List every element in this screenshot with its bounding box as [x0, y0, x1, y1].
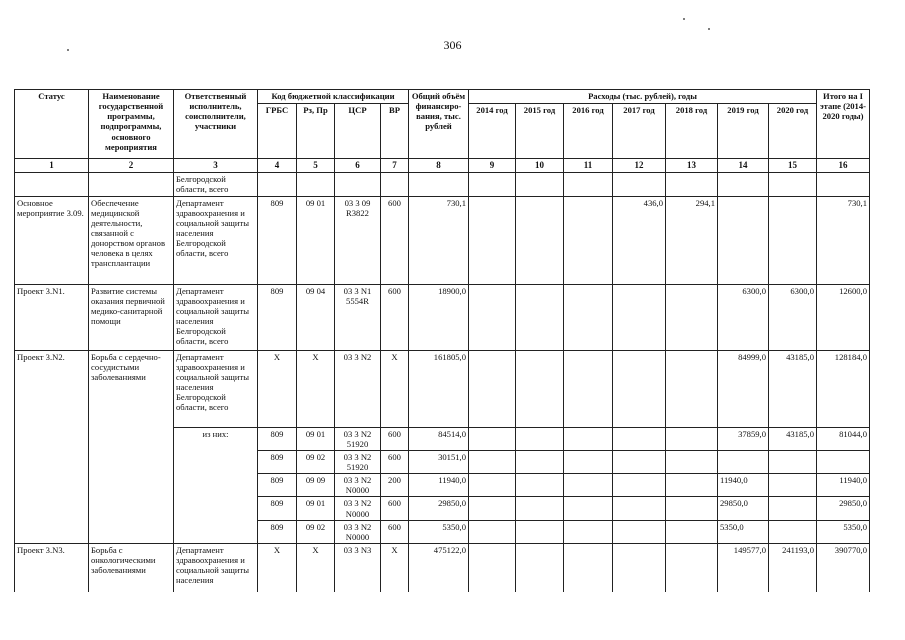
grbs-cell: 809: [258, 427, 297, 450]
column-number: 6: [335, 159, 381, 173]
vr-cell: X: [381, 544, 409, 592]
col-header-year: 2016 год: [564, 104, 613, 159]
final-cell: 5350,0: [817, 520, 870, 543]
responsible-cell: из них:: [174, 427, 258, 543]
table-row: [15, 350, 870, 427]
year-2019-cell: 11940,0: [718, 474, 769, 497]
column-number: 7: [381, 159, 409, 173]
total-cell: 18900,0: [409, 284, 469, 350]
year-2019-cell: 29850,0: [718, 497, 769, 520]
table-row: [15, 196, 870, 284]
year-2017-cell: 436,0: [613, 196, 666, 284]
column-number: 14: [718, 159, 769, 173]
rzpr-cell: X: [297, 544, 335, 592]
col-header-year: 2020 год: [769, 104, 817, 159]
table-row: [15, 284, 870, 350]
year-2019-cell: 37859,0: [718, 427, 769, 450]
col-header-grbs: ГРБС: [258, 104, 297, 159]
final-cell: 12600,0: [817, 284, 870, 350]
status-cell: Проект 3.N3.: [15, 544, 89, 592]
col-header-status: Статус: [15, 90, 89, 159]
csr-cell: 03 3 N2 N0000: [335, 497, 381, 520]
grbs-cell: 809: [258, 497, 297, 520]
year-2020-cell: 43185,0: [769, 427, 817, 450]
vr-cell: 600: [381, 450, 409, 473]
scan-speck: [708, 28, 710, 30]
scan-speck: [67, 49, 69, 51]
final-cell: 730,1: [817, 196, 870, 284]
grbs-cell: 809: [258, 450, 297, 473]
rzpr-cell: 09 04: [297, 284, 335, 350]
rzpr-cell: 09 09: [297, 474, 335, 497]
column-number: 11: [564, 159, 613, 173]
responsible-cell: Департамент здравоохранения и социальной защиты населения Белгородской области, всего: [174, 350, 258, 427]
column-number: 2: [89, 159, 174, 173]
name-cell: Развитие системы оказания первичной медико-санитарной помощи: [89, 284, 174, 350]
col-header-csr: ЦСР: [335, 104, 381, 159]
grbs-cell: 809: [258, 520, 297, 543]
col-header-year: 2014 год: [469, 104, 516, 159]
csr-cell: 03 3 N2 51920: [335, 427, 381, 450]
rzpr-cell: 09 01: [297, 427, 335, 450]
column-number: 3: [174, 159, 258, 173]
csr-cell: 03 3 N3: [335, 544, 381, 592]
vr-cell: X: [381, 350, 409, 427]
grbs-cell: X: [258, 350, 297, 427]
final-cell: 11940,0: [817, 474, 870, 497]
csr-cell: 03 3 N2 N0000: [335, 474, 381, 497]
csr-cell: 03 3 09 R3822: [335, 196, 381, 284]
rzpr-cell: X: [297, 350, 335, 427]
col-header-final: Итого на I этапе (2014-2020 годы): [817, 90, 870, 159]
responsible-cell: Белгородской области, всего: [174, 172, 258, 196]
col-header-rzpr: Рз, Пр: [297, 104, 335, 159]
total-cell: 11940,0: [409, 474, 469, 497]
year-2019-cell: 84999,0: [718, 350, 769, 427]
name-cell: Обеспечение медицинской деятельности, связанной с донорством органов человека в целях трансплантации: [89, 196, 174, 284]
column-number: 5: [297, 159, 335, 173]
responsible-cell: Департамент здравоохранения и социальной защиты населения Белгородской области, всего: [174, 196, 258, 284]
scan-speck: [683, 18, 685, 20]
col-header-total: Общий объём финансиро-вания, тыс. рублей: [409, 90, 469, 159]
column-number: 9: [469, 159, 516, 173]
name-cell: Борьба с сердечно-сосудистыми заболеваниями: [89, 350, 174, 543]
vr-cell: 200: [381, 474, 409, 497]
rzpr-cell: 09 02: [297, 450, 335, 473]
column-number-row: [15, 159, 870, 173]
vr-cell: 600: [381, 284, 409, 350]
rzpr-cell: 09 01: [297, 497, 335, 520]
csr-cell: 03 3 N2 51920: [335, 450, 381, 473]
responsible-cell: Департамент здравоохранения и социальной защиты населения Белгородской области, всего: [174, 284, 258, 350]
total-cell: 475122,0: [409, 544, 469, 592]
total-cell: 5350,0: [409, 520, 469, 543]
status-cell: Основное мероприятие 3.09.: [15, 196, 89, 284]
year-2018-cell: 294,1: [666, 196, 718, 284]
csr-cell: 03 3 N2 N0000: [335, 520, 381, 543]
grbs-cell: 809: [258, 474, 297, 497]
year-2020-cell: 6300,0: [769, 284, 817, 350]
column-number: 4: [258, 159, 297, 173]
col-header-responsible: Ответственный исполнитель, соисполнители, участники: [174, 90, 258, 159]
rzpr-cell: 09 02: [297, 520, 335, 543]
col-header-vr: ВР: [381, 104, 409, 159]
csr-cell: 03 3 N2: [335, 350, 381, 427]
col-header-year: 2015 год: [516, 104, 564, 159]
vr-cell: 600: [381, 520, 409, 543]
total-cell: 730,1: [409, 196, 469, 284]
total-cell: 84514,0: [409, 427, 469, 450]
year-2019-cell: 6300,0: [718, 284, 769, 350]
col-header-name: Наименование государственной программы, подпрограммы, основного мероприятия: [89, 90, 174, 159]
column-number: 12: [613, 159, 666, 173]
total-cell: 161805,0: [409, 350, 469, 427]
status-cell: Проект 3.N1.: [15, 284, 89, 350]
column-number: 15: [769, 159, 817, 173]
col-header-year: 2017 год: [613, 104, 666, 159]
column-number: 8: [409, 159, 469, 173]
final-cell: 29850,0: [817, 497, 870, 520]
table-row: [15, 544, 870, 592]
year-2019-cell: 5350,0: [718, 520, 769, 543]
csr-cell: 03 3 N1 5554R: [335, 284, 381, 350]
vr-cell: 600: [381, 427, 409, 450]
rzpr-cell: 09 01: [297, 196, 335, 284]
column-number: 1: [15, 159, 89, 173]
final-cell: 390770,0: [817, 544, 870, 592]
col-header-expenses: Расходы (тыс. рублей), годы: [469, 90, 817, 104]
header-row: [15, 90, 870, 104]
column-number: 16: [817, 159, 870, 173]
status-cell: Проект 3.N2.: [15, 350, 89, 543]
table-row: [15, 172, 870, 196]
name-cell: Борьба с онкологическими заболеваниями: [89, 544, 174, 592]
column-number: 13: [666, 159, 718, 173]
col-header-budget-code: Код бюджетной классификации: [258, 90, 409, 104]
final-cell: 81044,0: [817, 427, 870, 450]
column-number: 10: [516, 159, 564, 173]
grbs-cell: X: [258, 544, 297, 592]
year-2020-cell: 241193,0: [769, 544, 817, 592]
vr-cell: 600: [381, 196, 409, 284]
vr-cell: 600: [381, 497, 409, 520]
year-2020-cell: 43185,0: [769, 350, 817, 427]
grbs-cell: 809: [258, 196, 297, 284]
year-2019-cell: 149577,0: [718, 544, 769, 592]
final-cell: 128184,0: [817, 350, 870, 427]
total-cell: 30151,0: [409, 450, 469, 473]
grbs-cell: 809: [258, 284, 297, 350]
col-header-year: 2019 год: [718, 104, 769, 159]
page-number: 306: [443, 38, 462, 52]
total-cell: 29850,0: [409, 497, 469, 520]
budget-table: [14, 89, 870, 592]
responsible-cell: Департамент здравоохранения и социальной защиты населения: [174, 544, 258, 592]
col-header-year: 2018 год: [666, 104, 718, 159]
